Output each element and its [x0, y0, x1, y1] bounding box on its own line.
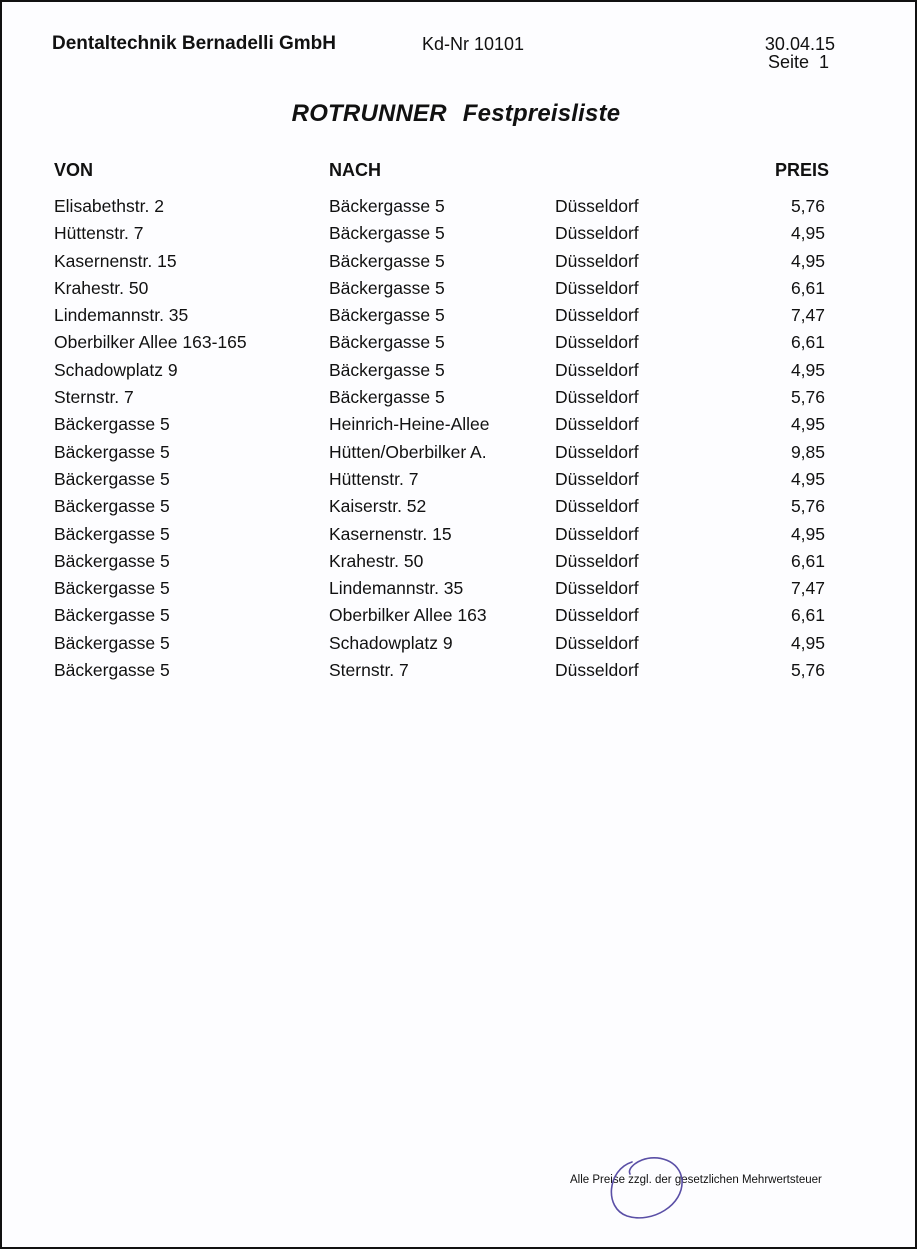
cell-to: Kasernenstr. 15	[329, 523, 452, 544]
cell-from: Bäckergasse 5	[54, 578, 170, 599]
cell-to: Lindemannstr. 35	[329, 578, 464, 599]
table-row	[2, 576, 915, 603]
cell-price: 4,95	[790, 468, 825, 489]
cell-to: Bäckergasse 5	[329, 277, 445, 298]
cell-from: Bäckergasse 5	[54, 441, 170, 462]
cell-price: 4,95	[790, 359, 825, 380]
cell-from: Bäckergasse 5	[54, 605, 170, 626]
cell-from: Kasernenstr. 15	[54, 250, 177, 271]
cell-city: Düsseldorf	[555, 305, 639, 326]
cell-price: 4,95	[790, 523, 825, 544]
cell-price: 6,61	[790, 605, 825, 626]
cell-from: Bäckergasse 5	[54, 550, 170, 571]
cell-from: Bäckergasse 5	[54, 523, 170, 544]
customer-number: Kd-Nr 10101	[422, 34, 525, 54]
table-row	[2, 330, 915, 357]
cell-price: 4,95	[790, 414, 825, 435]
cell-from: Bäckergasse 5	[54, 414, 170, 435]
cell-city: Düsseldorf	[555, 441, 639, 462]
cell-to: Hüttenstr. 7	[329, 468, 419, 489]
cell-from: Krahestr. 50	[54, 277, 149, 298]
cell-price: 6,61	[790, 277, 825, 298]
cell-city: Düsseldorf	[555, 387, 639, 408]
table-row	[2, 494, 915, 521]
cell-to: Krahestr. 50	[329, 550, 424, 571]
signature-loop-icon	[602, 1150, 692, 1225]
cell-city: Düsseldorf	[555, 605, 639, 626]
vat-note: Alle Preise zzgl. der gesetzlichen Mehrwertsteuer	[570, 1174, 822, 1186]
cell-city: Düsseldorf	[555, 660, 639, 681]
cell-price: 6,61	[790, 332, 825, 353]
page-number: Seite 1	[767, 52, 829, 72]
table-row	[2, 385, 915, 412]
table-row	[2, 276, 915, 303]
cell-to: Bäckergasse 5	[329, 387, 445, 408]
cell-city: Düsseldorf	[555, 223, 639, 244]
cell-price: 7,47	[790, 578, 825, 599]
cell-from: Elisabethstr. 2	[54, 196, 164, 216]
cell-to: Bäckergasse 5	[329, 359, 445, 380]
cell-price: 7,47	[790, 305, 825, 326]
cell-price: 5,76	[790, 387, 825, 408]
cell-city: Düsseldorf	[555, 359, 639, 380]
cell-city: Düsseldorf	[555, 550, 639, 571]
cell-to: Heinrich-Heine-Allee	[329, 414, 490, 435]
cell-city: Düsseldorf	[555, 277, 639, 298]
cell-to: Bäckergasse 5	[329, 223, 445, 244]
cell-price: 5,76	[790, 660, 825, 681]
cell-to: Bäckergasse 5	[329, 250, 445, 271]
cell-city: Düsseldorf	[555, 196, 639, 216]
cell-to: Hütten/Oberbilker A.	[329, 441, 487, 462]
cell-city: Düsseldorf	[555, 250, 639, 271]
table-row	[2, 194, 915, 221]
table-row	[2, 631, 915, 658]
table-row	[2, 549, 915, 576]
column-header-from: VON	[54, 160, 94, 180]
table-row	[2, 440, 915, 467]
price-table	[2, 194, 915, 685]
table-row	[2, 358, 915, 385]
cell-price: 5,76	[790, 196, 825, 216]
cell-price: 4,95	[790, 223, 825, 244]
cell-to: Kaiserstr. 52	[329, 496, 427, 517]
cell-city: Düsseldorf	[555, 632, 639, 653]
table-row	[2, 412, 915, 439]
cell-price: 6,61	[790, 550, 825, 571]
cell-from: Hüttenstr. 7	[54, 223, 144, 244]
cell-price: 5,76	[790, 496, 825, 517]
table-row	[2, 221, 915, 248]
cell-from: Oberbilker Allee 163-165	[54, 332, 247, 353]
cell-to: Bäckergasse 5	[329, 305, 445, 326]
column-header-price: PREIS	[774, 160, 829, 180]
table-row	[2, 658, 915, 685]
cell-city: Düsseldorf	[555, 414, 639, 435]
cell-city: Düsseldorf	[555, 523, 639, 544]
cell-to: Schadowplatz 9	[329, 632, 453, 653]
cell-city: Düsseldorf	[555, 468, 639, 489]
cell-city: Düsseldorf	[555, 332, 639, 353]
page-title	[2, 100, 910, 128]
table-row	[2, 303, 915, 330]
cell-from: Bäckergasse 5	[54, 468, 170, 489]
cell-from: Bäckergasse 5	[54, 660, 170, 681]
table-row	[2, 603, 915, 630]
cell-from: Sternstr. 7	[54, 387, 134, 408]
cell-from: Lindemannstr. 35	[54, 305, 189, 326]
cell-from: Bäckergasse 5	[54, 632, 170, 653]
cell-to: Sternstr. 7	[329, 660, 409, 681]
column-header-to: NACH	[329, 160, 381, 180]
cell-price: 9,85	[790, 441, 825, 462]
cell-city: Düsseldorf	[555, 578, 639, 599]
table-row	[2, 467, 915, 494]
cell-price: 4,95	[790, 250, 825, 271]
cell-to: Bäckergasse 5	[329, 196, 445, 216]
title-brand: ROTRUNNER	[291, 100, 447, 127]
company-name: Dentaltechnik Bernadelli GmbH	[52, 33, 337, 54]
table-row	[2, 249, 915, 276]
cell-to: Oberbilker Allee 163	[329, 605, 487, 626]
table-row	[2, 522, 915, 549]
cell-from: Bäckergasse 5	[54, 496, 170, 517]
title-subtitle: Festpreisliste	[462, 100, 621, 127]
document-date: 30.04.15	[764, 34, 835, 54]
cell-city: Düsseldorf	[555, 496, 639, 517]
cell-price: 4,95	[790, 632, 825, 653]
cell-to: Bäckergasse 5	[329, 332, 445, 353]
cell-from: Schadowplatz 9	[54, 359, 178, 380]
